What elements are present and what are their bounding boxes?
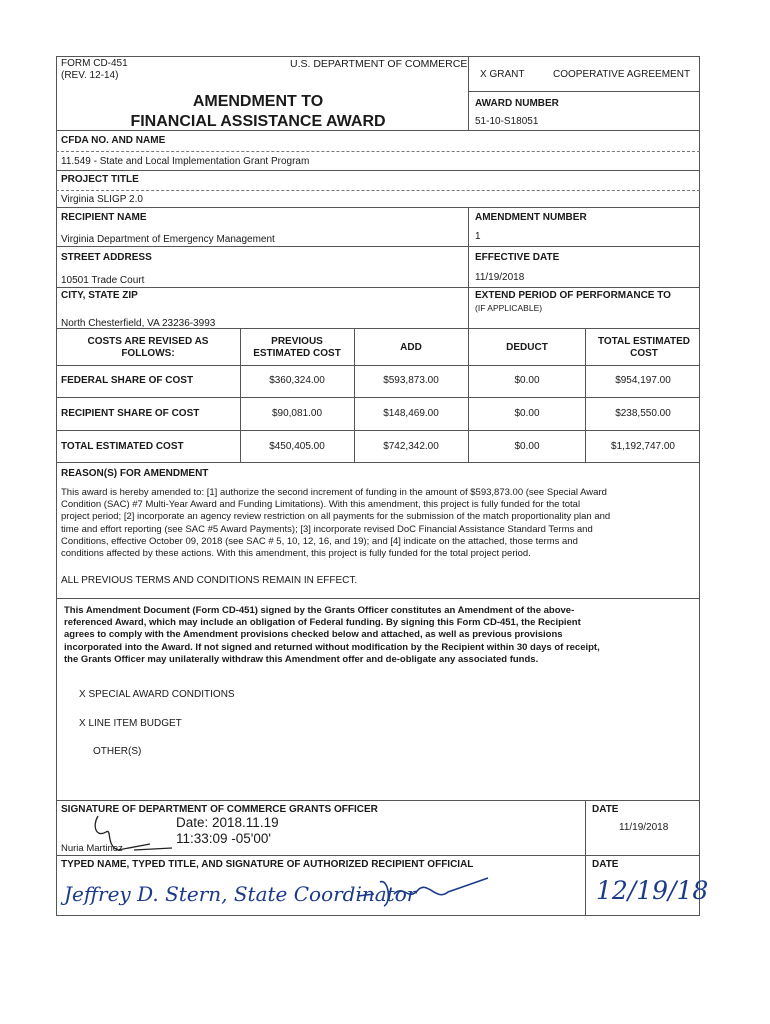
amendment-form	[56, 56, 700, 916]
cost-row-previous: $90,081.00	[271, 408, 323, 419]
cost-row-label: RECIPIENT SHARE OF COST	[61, 408, 200, 419]
costs-header-deduct: DEDUCT	[506, 342, 548, 353]
extend-period-label: EXTEND PERIOD OF PERFORMANCE TO	[475, 290, 671, 301]
others-item: OTHER(S)	[93, 746, 142, 757]
department-name: U.S. DEPARTMENT OF COMMERCE	[290, 58, 468, 70]
project-title-value: Virginia SLIGP 2.0	[61, 194, 143, 205]
form-revision: (REV. 12-14)	[61, 70, 119, 81]
cost-row-previous: $450,405.00	[269, 441, 325, 452]
recipient-official-signature: Jeffrey D. Stern, State Coordinator	[64, 882, 417, 906]
city-state-zip-value: North Chesterfield, VA 23236-3993	[61, 318, 216, 329]
costs-header-total: TOTAL ESTIMATED COST	[597, 336, 691, 359]
cost-row-previous: $360,324.00	[269, 375, 325, 386]
officer-name: Nuria Martinez	[61, 843, 123, 854]
effective-date-label: EFFECTIVE DATE	[475, 252, 560, 263]
cost-row-add: $148,469.00	[383, 408, 439, 419]
cfda-value: 11.549 - State and Local Implementation Grant Program	[61, 156, 310, 167]
cfda-label: CFDA NO. AND NAME	[61, 135, 166, 146]
officer-date-label: DATE	[592, 804, 619, 815]
costs-header-add: ADD	[400, 342, 422, 353]
city-state-zip-label: CITY, STATE ZIP	[61, 290, 138, 301]
street-address-value: 10501 Trade Court	[61, 275, 145, 286]
recipient-name-label: RECIPIENT NAME	[61, 212, 147, 223]
costs-header-label: COSTS ARE REVISED AS FOLLOWS:	[87, 336, 209, 359]
recipient-initials-mark	[352, 872, 492, 912]
cost-row-add: $593,873.00	[383, 375, 439, 386]
cost-row-total: $238,550.00	[615, 408, 671, 419]
cost-row-add: $742,342.00	[383, 441, 439, 452]
effective-date-value: 11/19/2018	[475, 272, 525, 283]
officer-signature-mark	[90, 812, 180, 856]
recipient-official-label: TYPED NAME, TYPED TITLE, AND SIGNATURE OF AUTHORIZED RECIPIENT OFFICIAL	[61, 859, 474, 870]
officer-date-value: 11/19/2018	[619, 822, 669, 833]
cost-row-deduct: $0.00	[514, 408, 540, 419]
award-number-label: AWARD NUMBER	[475, 98, 559, 109]
officer-signature-label: SIGNATURE OF DEPARTMENT OF COMMERCE GRANTS OFFICER	[61, 804, 378, 815]
street-address-label: STREET ADDRESS	[61, 252, 152, 263]
amendment-notice: This Amendment Document (Form CD-451) signed by the Grants Officer constitutes an Amendment of the above- referenced Award, which may include an obligation of Federal funding. By signing this Form CD-451, the Recipient agrees to comply with the Amendment provisions checked below and attached, as well as previous provisions incorporated into the Award. If not signed and returned without modification by the Recipient within 30 days of receipt, the Grants Officer may unilaterally withdraw this Amendment offer and de-obligate any associated funds.	[64, 605, 600, 665]
award-number: 51-10-S18051	[475, 116, 539, 127]
reasons-text: This award is hereby amended to: [1] authorize the second increment of funding in the amount of $593,873.00 (see Special Award Condition (SAC) #7 Multi-Year Award and Funding Limitations). With this amendment, this project is fully funded for the total project period; [2] incorporate an agency review restriction on all payments for the submission of the match proportionality plan and time and effort reporting (see SAC #5 Award Payments); [3] incorporate revised DoC Financial Assistance Standard Terms and Conditions, effective October 09, 2018 (see SAC # 5, 10, 12, 16, and 19); and [4] indicate on the attached, those terms and conditions affected by these actions. With this amendment, this project is fully funded for the total project period.	[61, 487, 611, 560]
recipient-date-value: 12/19/18	[596, 876, 709, 905]
form-number: FORM CD-451	[61, 58, 128, 69]
line-item-budget-item: X LINE ITEM BUDGET	[79, 718, 182, 729]
amendment-number-value: 1	[475, 231, 481, 242]
special-award-conditions-item: X SPECIAL AWARD CONDITIONS	[79, 689, 235, 700]
cost-row-deduct: $0.00	[514, 375, 540, 386]
form-title-line2: FINANCIAL ASSISTANCE AWARD	[130, 113, 386, 130]
cost-row-label: TOTAL ESTIMATED COST	[61, 441, 184, 452]
recipient-date-label: DATE	[592, 859, 619, 870]
agreement-option: COOPERATIVE AGREEMENT	[553, 69, 691, 80]
form-title-line1: AMENDMENT TO	[192, 93, 324, 110]
project-title-label: PROJECT TITLE	[61, 174, 139, 185]
recipient-name-value: Virginia Department of Emergency Management	[61, 234, 275, 245]
grant-option: X GRANT	[480, 69, 525, 80]
cost-row-total: $1,192,747.00	[611, 441, 675, 452]
costs-header-previous: PREVIOUS ESTIMATED COST	[253, 336, 341, 359]
cost-row-deduct: $0.00	[514, 441, 540, 452]
digital-signature-time: 11:33:09 -05'00'	[176, 831, 271, 846]
extend-period-note: (IF APPLICABLE)	[475, 303, 543, 313]
digital-signature-date: Date: 2018.11.19	[176, 815, 279, 830]
reasons-footer: ALL PREVIOUS TERMS AND CONDITIONS REMAIN IN EFFECT.	[61, 575, 358, 586]
cost-row-label: FEDERAL SHARE OF COST	[61, 375, 194, 386]
reasons-label: REASON(S) FOR AMENDMENT	[61, 468, 209, 479]
cost-row-total: $954,197.00	[615, 375, 671, 386]
amendment-number-label: AMENDMENT NUMBER	[475, 212, 587, 223]
